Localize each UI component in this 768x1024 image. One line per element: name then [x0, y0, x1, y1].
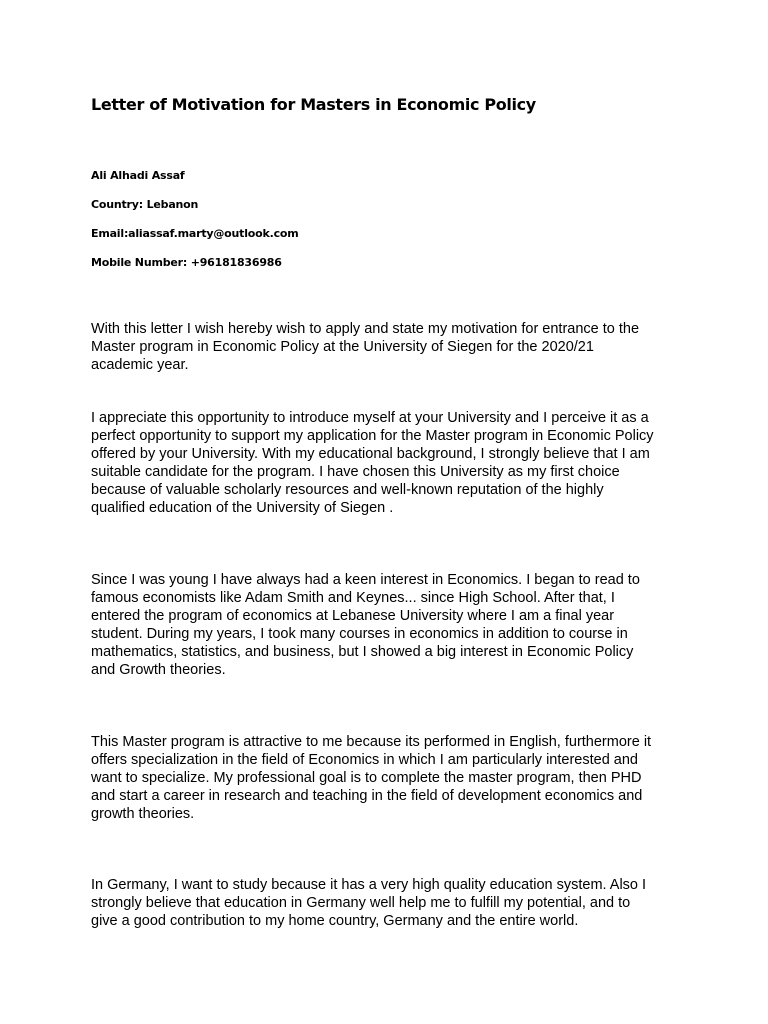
paragraph-line: growth theories. — [91, 806, 195, 822]
paragraph-line: perfect opportunity to support my application for the Master program in Economic Policy — [91, 428, 654, 444]
applicant-name: Ali Alhadi Assaf — [91, 169, 185, 182]
paragraph-line: In Germany, I want to study because it has a very high quality education system. Also I — [91, 877, 647, 893]
paragraph-line: qualified education of the University of Siegen . — [91, 500, 394, 516]
paragraph-intent — [91, 320, 691, 374]
paragraph-line: academic year. — [91, 357, 189, 373]
paragraph-line: I appreciate this opportunity to introduce myself at your University and I perceive it as a — [91, 410, 649, 426]
paragraph-line: because of valuable scholarly resources and well-known reputation of the highly — [91, 482, 604, 498]
applicant-mobile: Mobile Number: +96181836986 — [91, 256, 282, 269]
paragraph-line: Master program in Economic Policy at the University of Siegen for the 2020/21 — [91, 339, 594, 355]
paragraph-background — [91, 571, 691, 679]
paragraph-line: Since I was young I have always had a keen interest in Economics. I began to read to — [91, 572, 640, 588]
applicant-country: Country: Lebanon — [91, 198, 199, 211]
paragraph-line: give a good contribution to my home country, Germany and the entire world. — [91, 913, 579, 929]
paragraph-germany — [91, 876, 691, 930]
paragraph-line: This Master program is attractive to me because its performed in English, furthermore it — [91, 734, 652, 750]
applicant-email: Email:aliassaf.marty@outlook.com — [91, 227, 299, 240]
paragraph-university-choice — [91, 409, 691, 517]
paragraph-line: offers specialization in the field of Economics in which I am particularly interested and — [91, 752, 638, 768]
paragraph-line: With this letter I wish hereby wish to apply and state my motivation for entrance to the — [91, 321, 640, 337]
paragraph-line: mathematics, statistics, and business, but I showed a big interest in Economic Policy — [91, 644, 634, 660]
paragraph-line: student. During my years, I took many courses in economics in addition to course in — [91, 626, 628, 642]
paragraph-line: famous economists like Adam Smith and Keynes... since High School. After that, I — [91, 590, 615, 606]
letter-title: Letter of Motivation for Masters in Economic Policy — [91, 95, 536, 114]
paragraph-line: offered by your University. With my educational background, I strongly believe that I am — [91, 446, 650, 462]
paragraph-line: strongly believe that education in Germany well help me to fulfill my potential, and to — [91, 895, 631, 911]
paragraph-line: and start a career in research and teaching in the field of development economics and — [91, 788, 643, 804]
paragraph-line: suitable candidate for the program. I have chosen this University as my first choice — [91, 464, 620, 480]
paragraph-program-goals — [91, 733, 691, 823]
paragraph-line: and Growth theories. — [91, 662, 226, 678]
paragraph-line: entered the program of economics at Lebanese University where I am a final year — [91, 608, 615, 624]
paragraph-line: want to specialize. My professional goal is to complete the master program, then PHD — [91, 770, 642, 786]
